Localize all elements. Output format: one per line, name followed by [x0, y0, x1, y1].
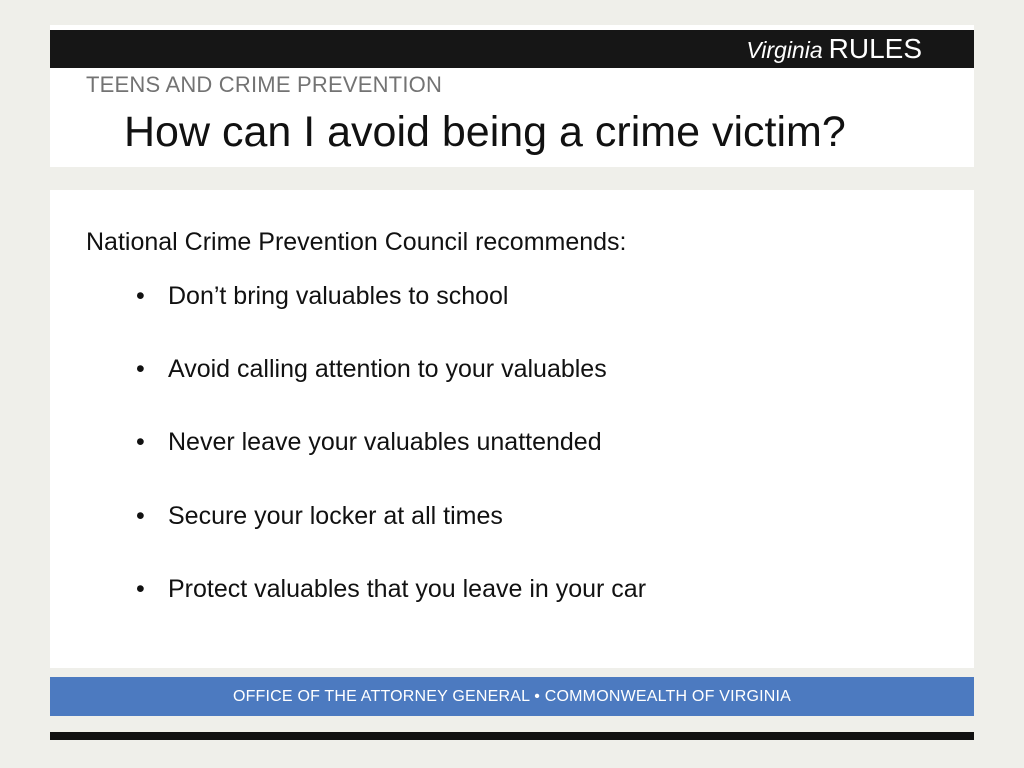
bullet-dot: •: [136, 575, 145, 603]
brand-bar: [50, 30, 974, 68]
bullet-dot: •: [136, 355, 145, 383]
bullet-text: Secure your locker at all times: [168, 502, 503, 530]
bullet-item: [136, 428, 602, 457]
bullet-text: Never leave your valuables unattended: [168, 428, 602, 456]
bottom-rule: [50, 732, 974, 740]
intro-text: National Crime Prevention Council recommends:: [86, 228, 627, 256]
brand-logo: [746, 30, 922, 68]
slide-title: How can I avoid being a crime victim?: [124, 108, 846, 156]
bullet-item: [136, 502, 503, 531]
brand-logo-rules: RULES: [828, 33, 922, 64]
section-kicker: TEENS AND CRIME PREVENTION: [86, 72, 443, 97]
bullet-item: [136, 355, 607, 384]
bullet-text: Don’t bring valuables to school: [168, 282, 509, 310]
bullet-dot: •: [136, 282, 145, 310]
bullet-text: Protect valuables that you leave in your car: [168, 575, 647, 603]
footer-bar: [50, 677, 974, 716]
brand-logo-virginia: Virginia: [746, 37, 823, 63]
bullet-text: Avoid calling attention to your valuables: [168, 355, 607, 383]
bullet-dot: •: [136, 428, 145, 456]
bullet-item: [136, 282, 508, 311]
footer-text: OFFICE OF THE ATTORNEY GENERAL • COMMONWEALTH OF VIRGINIA: [232, 688, 792, 705]
bullet-item: [136, 575, 646, 604]
bullet-dot: •: [136, 502, 145, 530]
